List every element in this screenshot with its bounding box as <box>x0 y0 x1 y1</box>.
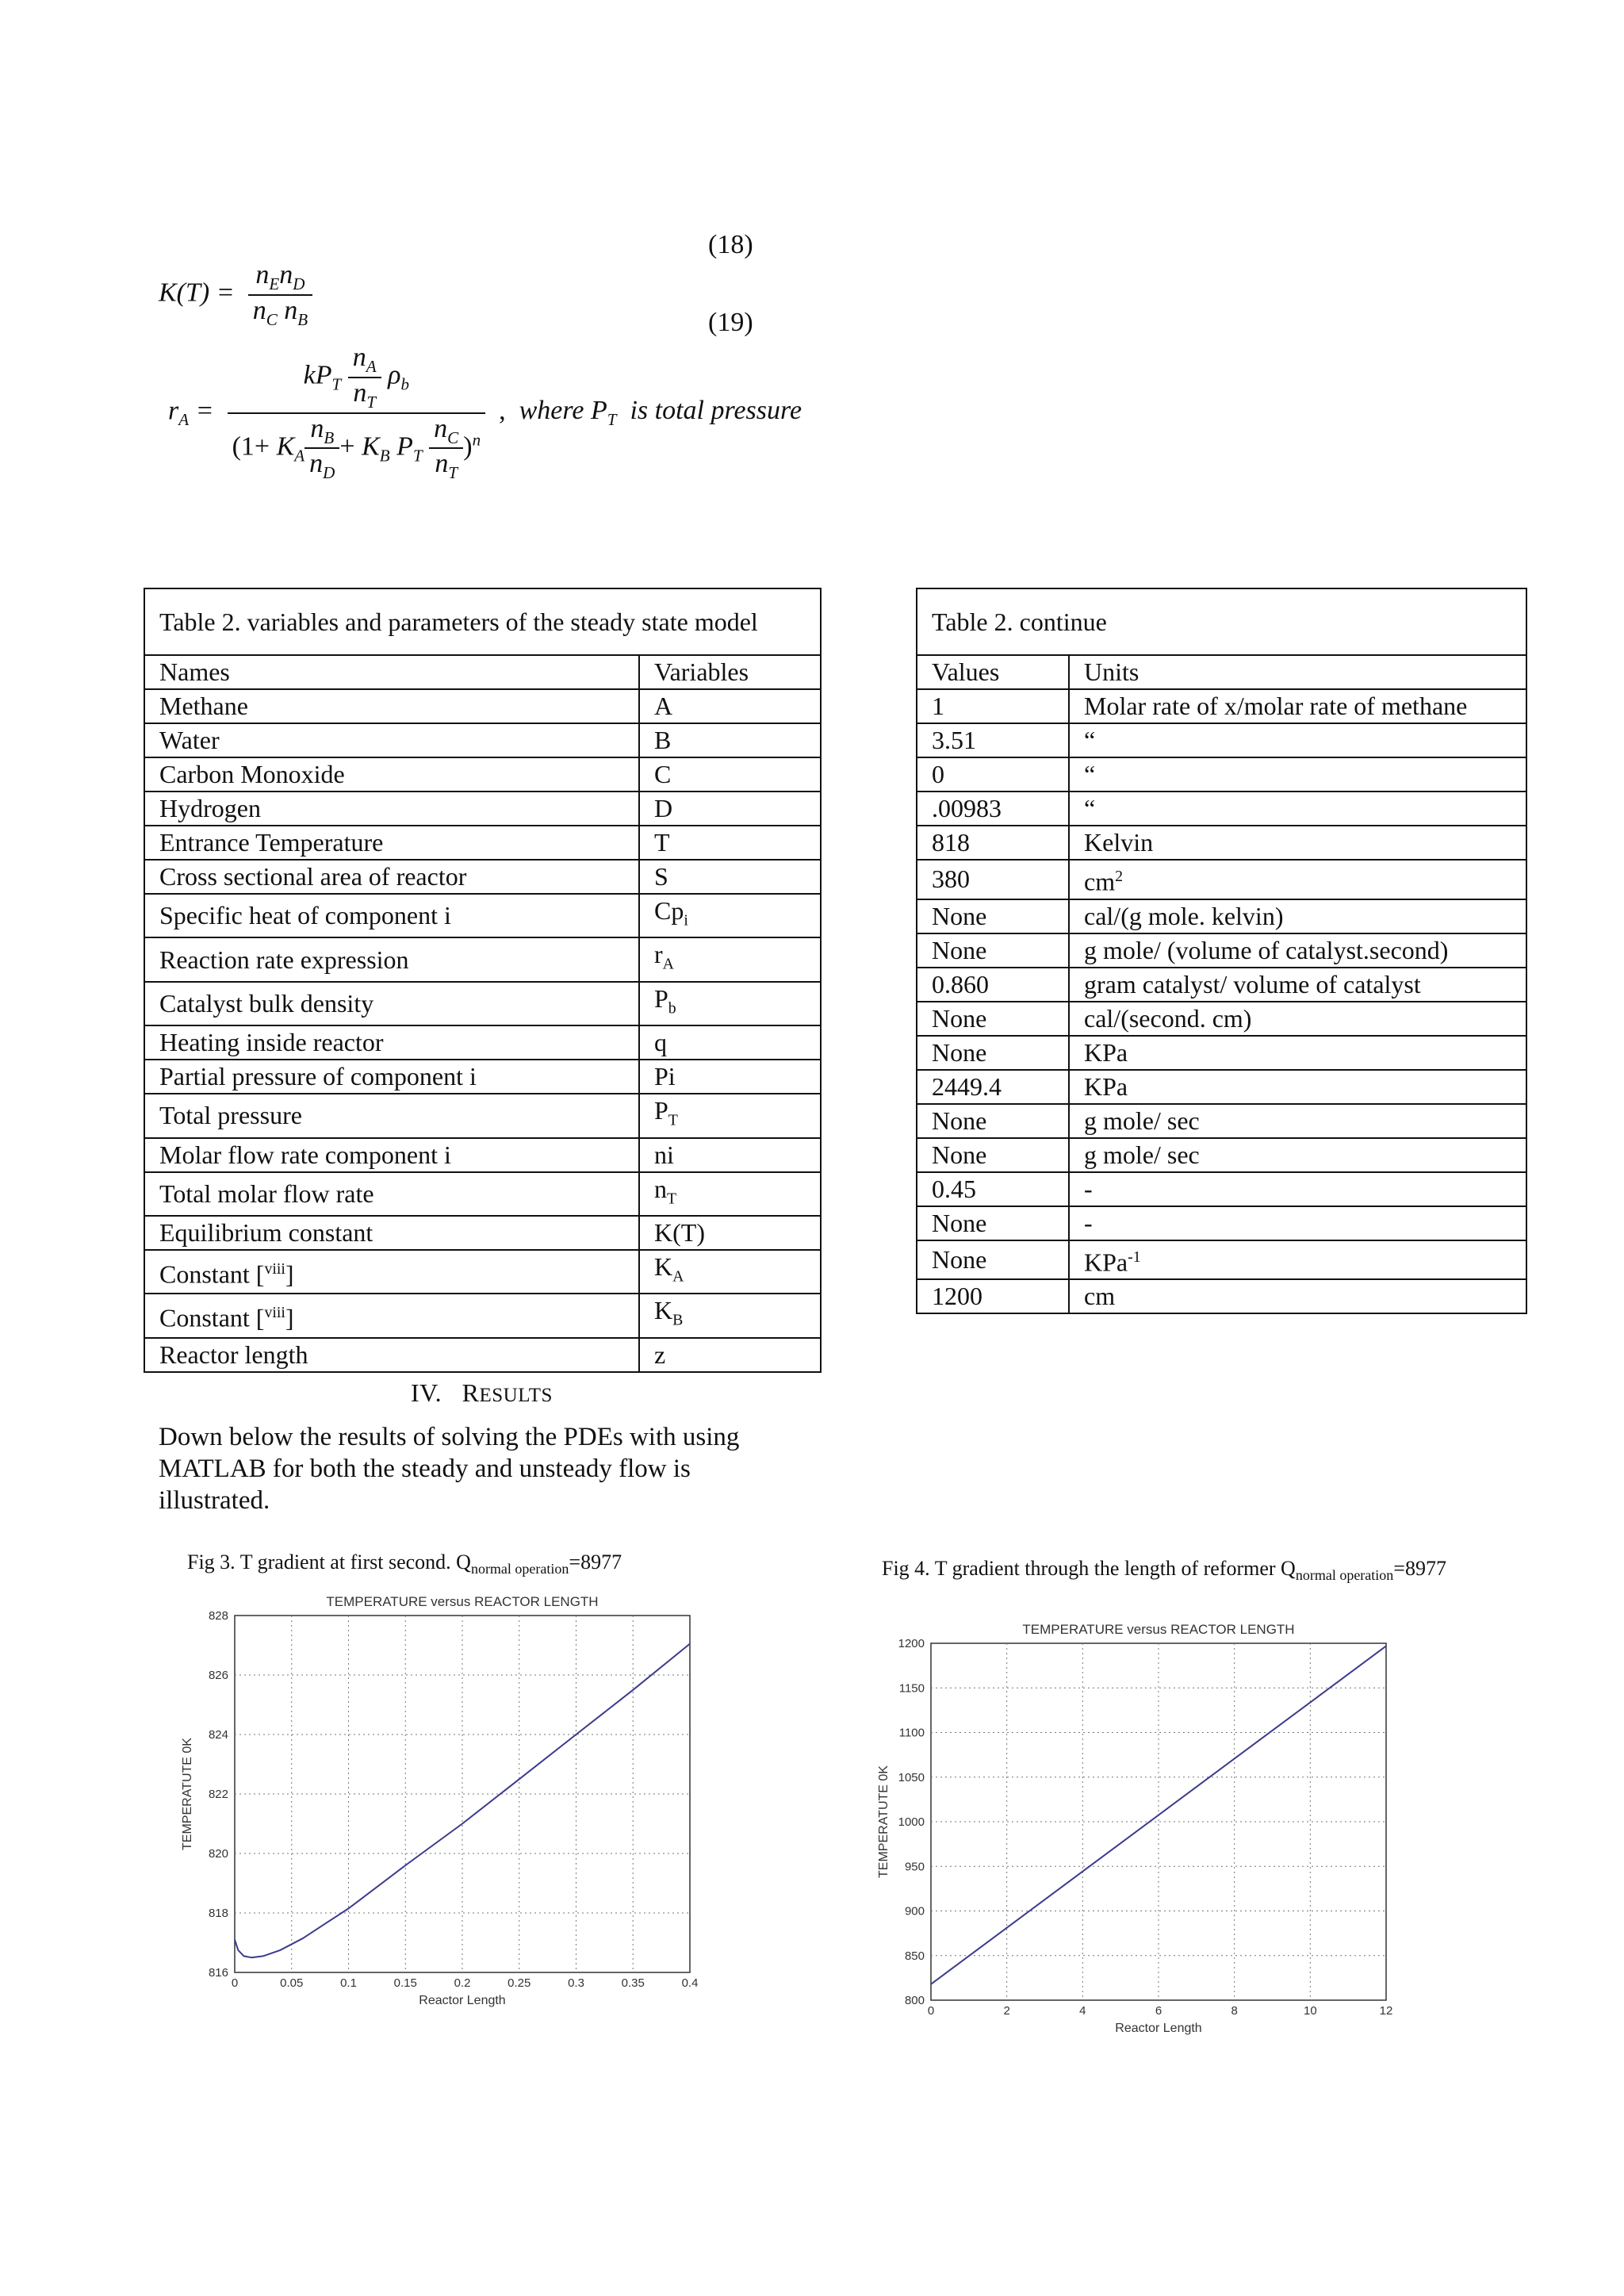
y-tick-label: 816 <box>208 1966 228 1980</box>
table-cell-first: None <box>917 1240 1069 1280</box>
table-cell-first: None <box>917 899 1069 933</box>
table-cell-first: .00983 <box>917 792 1069 826</box>
table-cell-second: $r_A$ <box>639 937 821 981</box>
figure-4-caption: Fig 4. T gradient through the length of reformer $Q_{normal operation}=8977$ <box>882 1557 1446 1584</box>
y-tick-label: 824 <box>208 1728 228 1742</box>
table-cell-first: None <box>917 1002 1069 1036</box>
chart-fig3 <box>174 1582 730 2026</box>
section-title: RESULTS <box>462 1378 553 1407</box>
table-row <box>917 1070 1526 1104</box>
table-variables <box>144 588 822 1373</box>
x-tick-label: 0.05 <box>280 1976 304 1990</box>
column-header-values: Values <box>917 655 1069 689</box>
table-row <box>144 1025 821 1060</box>
x-tick-label: 4 <box>1079 2004 1086 2018</box>
table-caption: Table 2. continue <box>917 588 1526 655</box>
y-tick-label: 818 <box>208 1907 228 1920</box>
table-header-row <box>144 655 821 689</box>
table-cell-second: q <box>639 1025 821 1060</box>
table-cell-second: g mole/ (volume of catalyst.second) <box>1069 933 1526 968</box>
equation-number-18: (18) <box>708 230 753 259</box>
table-row <box>917 1104 1526 1138</box>
table-cell-second: Molar rate of x/molar rate of methane <box>1069 689 1526 723</box>
y-tick-label: 800 <box>904 1994 925 2007</box>
column-header-names: Names <box>144 655 639 689</box>
y-tick-label: 1050 <box>898 1770 925 1784</box>
table-cell-first: Molar flow rate component i <box>144 1138 639 1172</box>
table-cell-second: cal/(g mole. kelvin) <box>1069 899 1526 933</box>
column-header-units: Units <box>1069 655 1526 689</box>
x-tick-label: 10 <box>1303 2004 1317 2018</box>
equation-18: K(T) = $\frac{n_En_D}{n_C n_B}$ <box>159 260 312 330</box>
table-row <box>917 1206 1526 1240</box>
table-cell-second: “ <box>1069 792 1526 826</box>
table-row <box>917 933 1526 968</box>
y-axis-label: TEMPERATUTE 0K <box>181 1738 194 1850</box>
table-cell-second: A <box>639 689 821 723</box>
section-heading <box>411 1378 553 1408</box>
table-cell-first: Entrance Temperature <box>144 826 639 860</box>
table-cell-second: z <box>639 1338 821 1372</box>
table-cell-first: None <box>917 1138 1069 1172</box>
table-row <box>144 792 821 826</box>
x-tick-label: 0.1 <box>340 1976 357 1990</box>
table-cell-second: Kelvin <box>1069 826 1526 860</box>
table-row <box>917 826 1526 860</box>
table-row <box>144 1060 821 1094</box>
equation-number-19: (19) <box>708 308 753 337</box>
table-row <box>917 1172 1526 1206</box>
table-cell-first: 380 <box>917 860 1069 899</box>
table-cell-first: Total molar flow rate <box>144 1172 639 1216</box>
table-cell-first: None <box>917 1036 1069 1070</box>
table-header-row <box>917 655 1526 689</box>
table-row <box>144 1172 821 1216</box>
table-cell-first: Reactor length <box>144 1338 639 1372</box>
table-cell-first: 2449.4 <box>917 1070 1069 1104</box>
x-axis-label: Reactor Length <box>1115 2022 1202 2035</box>
y-tick-label: 850 <box>904 1949 925 1963</box>
table-row <box>144 1250 821 1294</box>
table-cell-second: $cm^2$ <box>1069 860 1526 899</box>
table-row <box>917 1240 1526 1280</box>
y-tick-label: 1150 <box>898 1681 925 1696</box>
x-tick-label: 12 <box>1379 2004 1393 2018</box>
table-cell-first: Hydrogen <box>144 792 639 826</box>
x-tick-label: 0 <box>927 2004 935 2018</box>
y-tick-label: 820 <box>208 1847 228 1861</box>
table-cell-first: None <box>917 933 1069 968</box>
table-cell-second: ni <box>639 1138 821 1172</box>
table-row <box>917 860 1526 899</box>
table-row <box>144 689 821 723</box>
table-cell-first: 818 <box>917 826 1069 860</box>
table-row <box>917 689 1526 723</box>
table-cell-first: 0.45 <box>917 1172 1069 1206</box>
table-cell-first: 0.860 <box>917 968 1069 1002</box>
table-cell-first: 0 <box>917 757 1069 792</box>
table-row <box>917 899 1526 933</box>
table-cell-second: $P_b$ <box>639 982 821 1025</box>
table-cell-second: B <box>639 723 821 757</box>
table-row <box>917 1002 1526 1036</box>
table-row <box>144 894 821 937</box>
y-tick-label: 1200 <box>898 1637 925 1650</box>
table-cell-first: None <box>917 1104 1069 1138</box>
table-cell-second: T <box>639 826 821 860</box>
table-cell-second: cm <box>1069 1279 1526 1313</box>
table-cell-second: Pi <box>639 1060 821 1094</box>
table-cell-second: - <box>1069 1206 1526 1240</box>
table-cell-first: Constant [$^{viii}$] <box>144 1294 639 1337</box>
y-tick-label: 1000 <box>898 1815 925 1829</box>
table-cell-first: 3.51 <box>917 723 1069 757</box>
table-cell-second: - <box>1069 1172 1526 1206</box>
x-tick-label: 8 <box>1231 2004 1238 2018</box>
table-row <box>144 1216 821 1250</box>
x-tick-label: 6 <box>1155 2004 1162 2018</box>
table-row <box>917 723 1526 757</box>
chart-fig4 <box>868 1610 1415 2054</box>
table-cell-second: KPa <box>1069 1070 1526 1104</box>
x-tick-label: 0.3 <box>568 1976 584 1990</box>
table-cell-first: Heating inside reactor <box>144 1025 639 1060</box>
table-cell-first: Partial pressure of component i <box>144 1060 639 1094</box>
table-row <box>144 757 821 792</box>
table-cell-second: S <box>639 860 821 894</box>
table-cell-first: Constant [$^{viii}$] <box>144 1250 639 1294</box>
table-caption-row <box>917 588 1526 655</box>
table-cell-second: KPa <box>1069 1036 1526 1070</box>
equation-19: $r_A$ = $kP_T$ $\frac{n_A}{n_T}$ $\rho_b$ ($1+ K_A$ $\frac{n_B}{n_D}$ + $K_B$ $P_T$ $\frac{n_C}{n_T}$ )$^n$ , where $P_T$ is total pressure <box>168 343 802 483</box>
y-tick-label: 950 <box>904 1860 925 1874</box>
y-tick-label: 1100 <box>898 1726 925 1740</box>
table-cell-first: Total pressure <box>144 1094 639 1137</box>
table-row <box>144 860 821 894</box>
x-tick-label: 2 <box>1003 2004 1010 2018</box>
table-cell-first: Specific heat of component i <box>144 894 639 937</box>
x-tick-label: 0.35 <box>621 1976 645 1990</box>
x-tick-label: 0.2 <box>454 1976 471 1990</box>
y-tick-label: 826 <box>208 1669 228 1682</box>
section-paragraph: Down below the results of solving the PDEs with using MATLAB for both the steady and unsteady flow is illustrated. <box>159 1423 740 1515</box>
table-cell-first: Carbon Monoxide <box>144 757 639 792</box>
table-cell-second: C <box>639 757 821 792</box>
y-tick-label: 828 <box>208 1609 228 1623</box>
equation-19-note: where $P_T$ is total pressure <box>519 396 802 430</box>
table-cell-second: g mole/ sec <box>1069 1138 1526 1172</box>
table-cell-second: $Cp_i$ <box>639 894 821 937</box>
x-tick-label: 0 <box>231 1976 239 1990</box>
table-row <box>144 1338 821 1372</box>
table-cell-first: None <box>917 1206 1069 1240</box>
table-cell-second: D <box>639 792 821 826</box>
figure-3-caption: Fig 3. T gradient at first second. $Q_{normal operation}=8977$ <box>187 1550 622 1577</box>
table-caption-row <box>144 588 821 655</box>
table-cell-second: $n_T$ <box>639 1172 821 1216</box>
table-row <box>144 937 821 981</box>
x-tick-label: 0.15 <box>393 1976 417 1990</box>
table-cell-first: 1200 <box>917 1279 1069 1313</box>
table-cell-second: “ <box>1069 757 1526 792</box>
table-cell-first: Catalyst bulk density <box>144 982 639 1025</box>
table-row <box>144 982 821 1025</box>
table-cell-second: $K_A$ <box>639 1250 821 1294</box>
table-cell-first: Methane <box>144 689 639 723</box>
table-cell-second: “ <box>1069 723 1526 757</box>
table-row <box>144 1294 821 1337</box>
table-cell-second: $P_T$ <box>639 1094 821 1137</box>
table-cell-first: Equilibrium constant <box>144 1216 639 1250</box>
table-row <box>917 757 1526 792</box>
table-row <box>917 1279 1526 1313</box>
x-tick-label: 0.25 <box>508 1976 531 1990</box>
table-row <box>917 792 1526 826</box>
table-cell-second: $K_B$ <box>639 1294 821 1337</box>
table-cell-first: 1 <box>917 689 1069 723</box>
y-axis-label: TEMPERATUTE 0K <box>877 1765 891 1878</box>
table-cell-second: gram catalyst/ volume of catalyst <box>1069 968 1526 1002</box>
table-caption: Table 2. variables and parameters of the steady state model <box>144 588 821 655</box>
table-row <box>917 1138 1526 1172</box>
table-cell-first: Reaction rate expression <box>144 937 639 981</box>
table-cell-second: KPa$^{-1}$ <box>1069 1240 1526 1280</box>
y-tick-label: 900 <box>904 1904 925 1918</box>
column-header-variables: Variables <box>639 655 821 689</box>
x-tick-label: 0.4 <box>681 1976 699 1990</box>
x-axis-label: Reactor Length <box>419 1994 506 2007</box>
chart-title: TEMPERATURE versus REACTOR LENGTH <box>1022 1622 1295 1637</box>
table-cell-second: K(T) <box>639 1216 821 1250</box>
section-number: IV. <box>411 1378 442 1407</box>
table-row <box>917 1036 1526 1070</box>
table-cell-second: g mole/ sec <box>1069 1104 1526 1138</box>
table-row <box>917 968 1526 1002</box>
table-row <box>144 826 821 860</box>
table-values-units <box>916 588 1527 1314</box>
table-row <box>144 723 821 757</box>
y-tick-label: 822 <box>208 1788 228 1801</box>
table-cell-second: cal/(second. cm) <box>1069 1002 1526 1036</box>
table-cell-first: Water <box>144 723 639 757</box>
chart-title: TEMPERATURE versus REACTOR LENGTH <box>326 1594 599 1609</box>
table-row <box>144 1094 821 1137</box>
table-cell-first: Cross sectional area of reactor <box>144 860 639 894</box>
table-row <box>144 1138 821 1172</box>
